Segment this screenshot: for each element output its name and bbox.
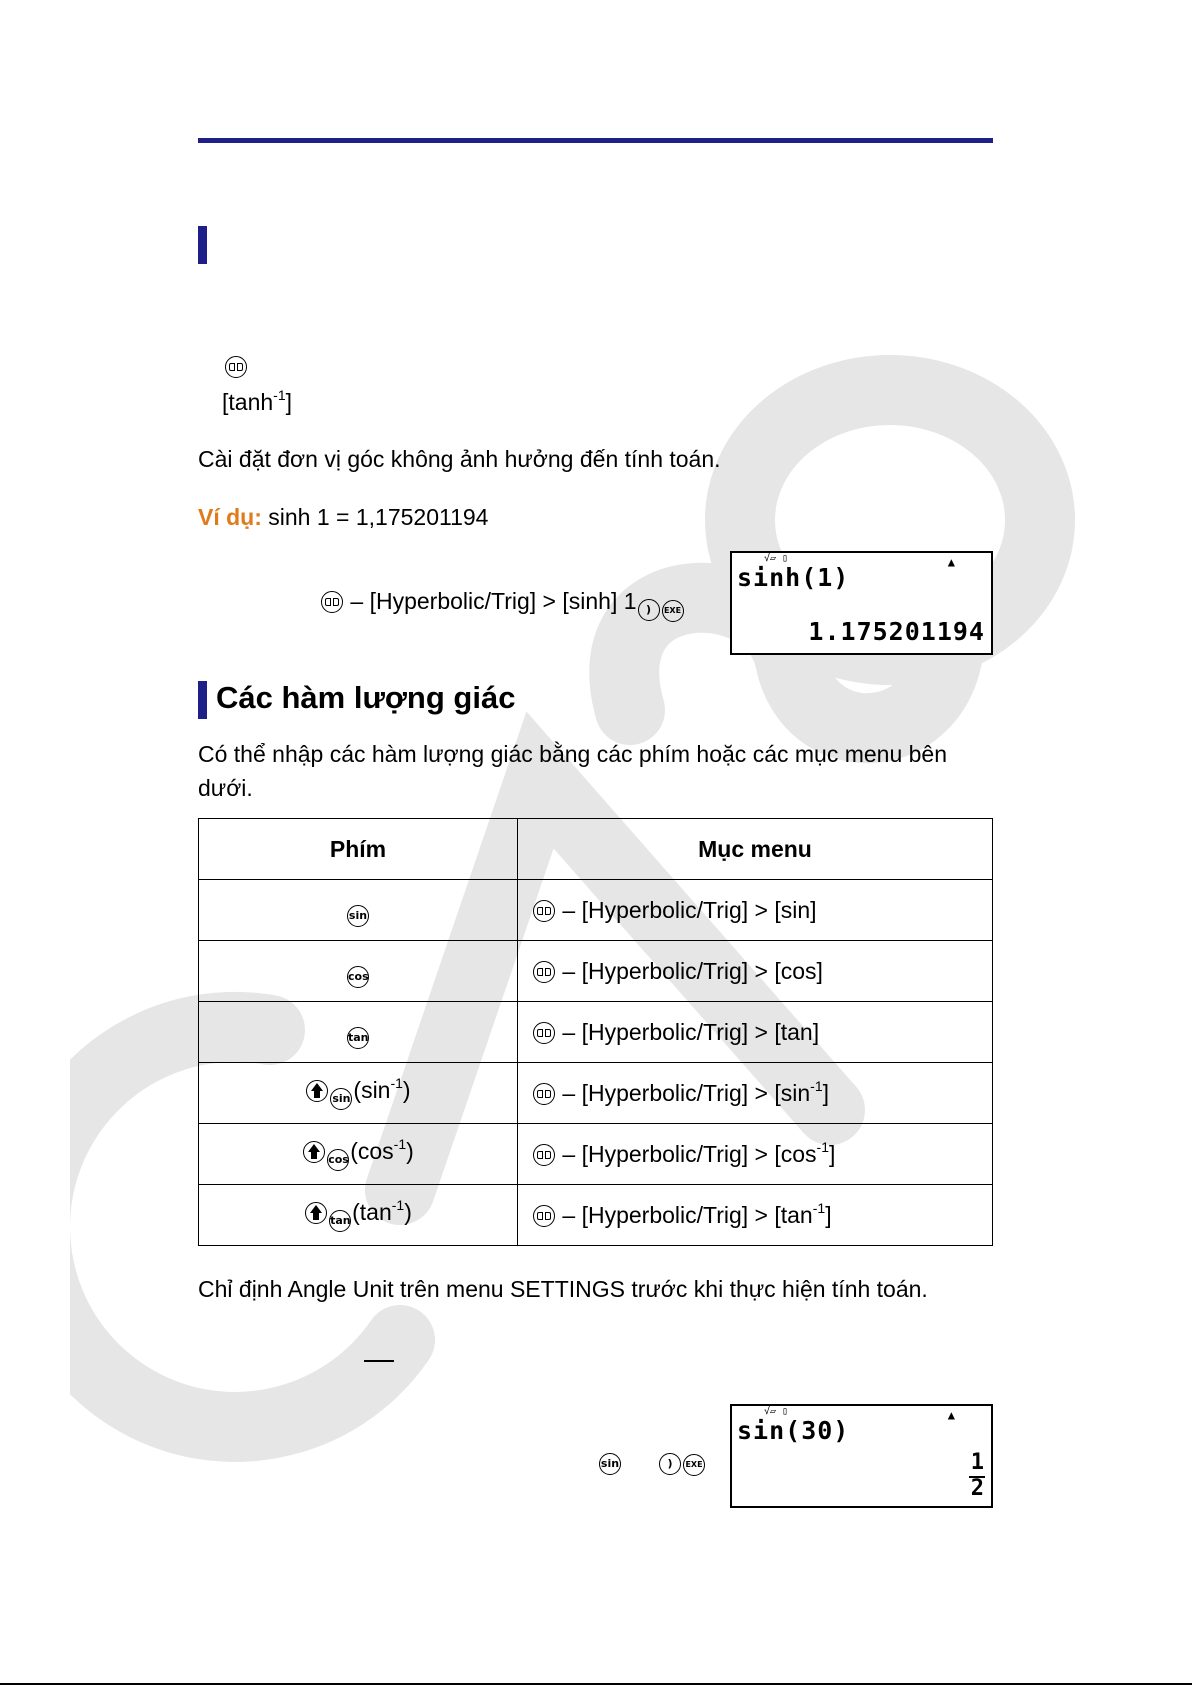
header-menu: Mục menu — [518, 819, 993, 880]
sin-key-icon: sin — [330, 1088, 352, 1110]
calculator-screen-sin30 — [730, 1404, 993, 1508]
up-arrow-icon: ▲ — [947, 1408, 955, 1422]
tan-key-icon: tan — [347, 1027, 369, 1049]
sinh-keystroke: – [Hyperbolic/Trig] > [sinh] 1 ) EXE — [320, 584, 685, 622]
table-row: $\tan(\tan^{-1})$ – [Hyperbolic/Trig] > $[\tan^{-1}]$ — [199, 1185, 993, 1246]
cos-key-icon: cos — [347, 966, 369, 988]
sin-key-icon: sin — [347, 905, 369, 927]
tan-key-icon: tan — [329, 1210, 351, 1232]
shift-key-icon — [306, 1080, 328, 1102]
screen-fraction-denominator: 2 — [970, 1476, 985, 1501]
screen-expression: sin(30) — [737, 1416, 850, 1445]
section-marker — [198, 226, 207, 264]
table-row: cos – [Hyperbolic/Trig] > [cos] — [199, 941, 993, 1002]
up-arrow-icon: ▲ — [947, 555, 955, 569]
shift-key-icon — [305, 1202, 327, 1224]
intro-line-2: dưới. — [198, 775, 253, 801]
catalog-key-icon — [533, 1144, 555, 1166]
table-header-row — [199, 819, 993, 880]
catalog-key-icon — [225, 356, 247, 378]
catalog-key-icon — [533, 961, 555, 983]
screen-expression: sinh(1) — [737, 563, 850, 592]
cos-key-icon: cos — [327, 1149, 349, 1171]
table-row: tan – [Hyperbolic/Trig] > [tan] — [199, 1002, 993, 1063]
catalog-key-icon — [533, 1083, 555, 1105]
math-indicator-icon: √▱ ▯ — [764, 553, 789, 564]
table-row: $\sin (\sin^{-1})$ – [Hyperbolic/Trig] > $[\sin^{-1}]$ — [199, 1063, 993, 1124]
screen-fraction-numerator: 1 — [970, 1450, 985, 1475]
catalog-key-icon — [321, 591, 343, 613]
trig-key-table — [198, 818, 993, 1246]
catalog-key-icon — [533, 1205, 555, 1227]
calculator-screen-sinh — [730, 551, 993, 655]
catalog-key-icon — [533, 900, 555, 922]
catalog-key-icon — [533, 1022, 555, 1044]
angle-note: Cài đặt đơn vị góc không ảnh hưởng đến tính toán. — [198, 446, 721, 472]
example-label: Ví dụ: — [198, 504, 262, 530]
section-marker — [198, 681, 207, 719]
table-row: sin – [Hyperbolic/Trig] > [sin] — [199, 880, 993, 941]
table-row: $\cos(\cos^{-1})$ – [Hyperbolic/Trig] > $[\cos^{-1}]$ — [199, 1124, 993, 1185]
right-paren-key-icon: ) — [659, 1453, 681, 1475]
header-key: Phím — [199, 819, 518, 880]
section-heading: Các hàm lượng giác — [216, 680, 516, 715]
shift-key-icon — [303, 1141, 325, 1163]
sin-key-icon: sin — [599, 1453, 621, 1475]
right-paren-key-icon: ) — [638, 599, 660, 621]
tanh-inverse-item: $[\tanh^{-1}]$ — [222, 387, 292, 415]
exe-key-icon: EXE — [683, 1454, 705, 1476]
screen-result: 1.175201194 — [808, 617, 985, 646]
example-line: Ví dụ: sinh 1 = 1,175201194 — [198, 504, 489, 530]
top-rule — [198, 138, 993, 143]
settings-note: Chỉ định Angle Unit trên menu SETTINGS trước khi thực hiện tính toán. — [198, 1276, 928, 1302]
sin30-keystroke — [598, 1438, 706, 1476]
fraction-bar-fragment — [364, 1360, 394, 1362]
intro-line-1: Có thể nhập các hàm lượng giác bằng các phím hoặc các mục menu bên — [198, 741, 948, 767]
math-indicator-icon: √▱ ▯ — [764, 1406, 789, 1417]
exe-key-icon: EXE — [662, 600, 684, 622]
